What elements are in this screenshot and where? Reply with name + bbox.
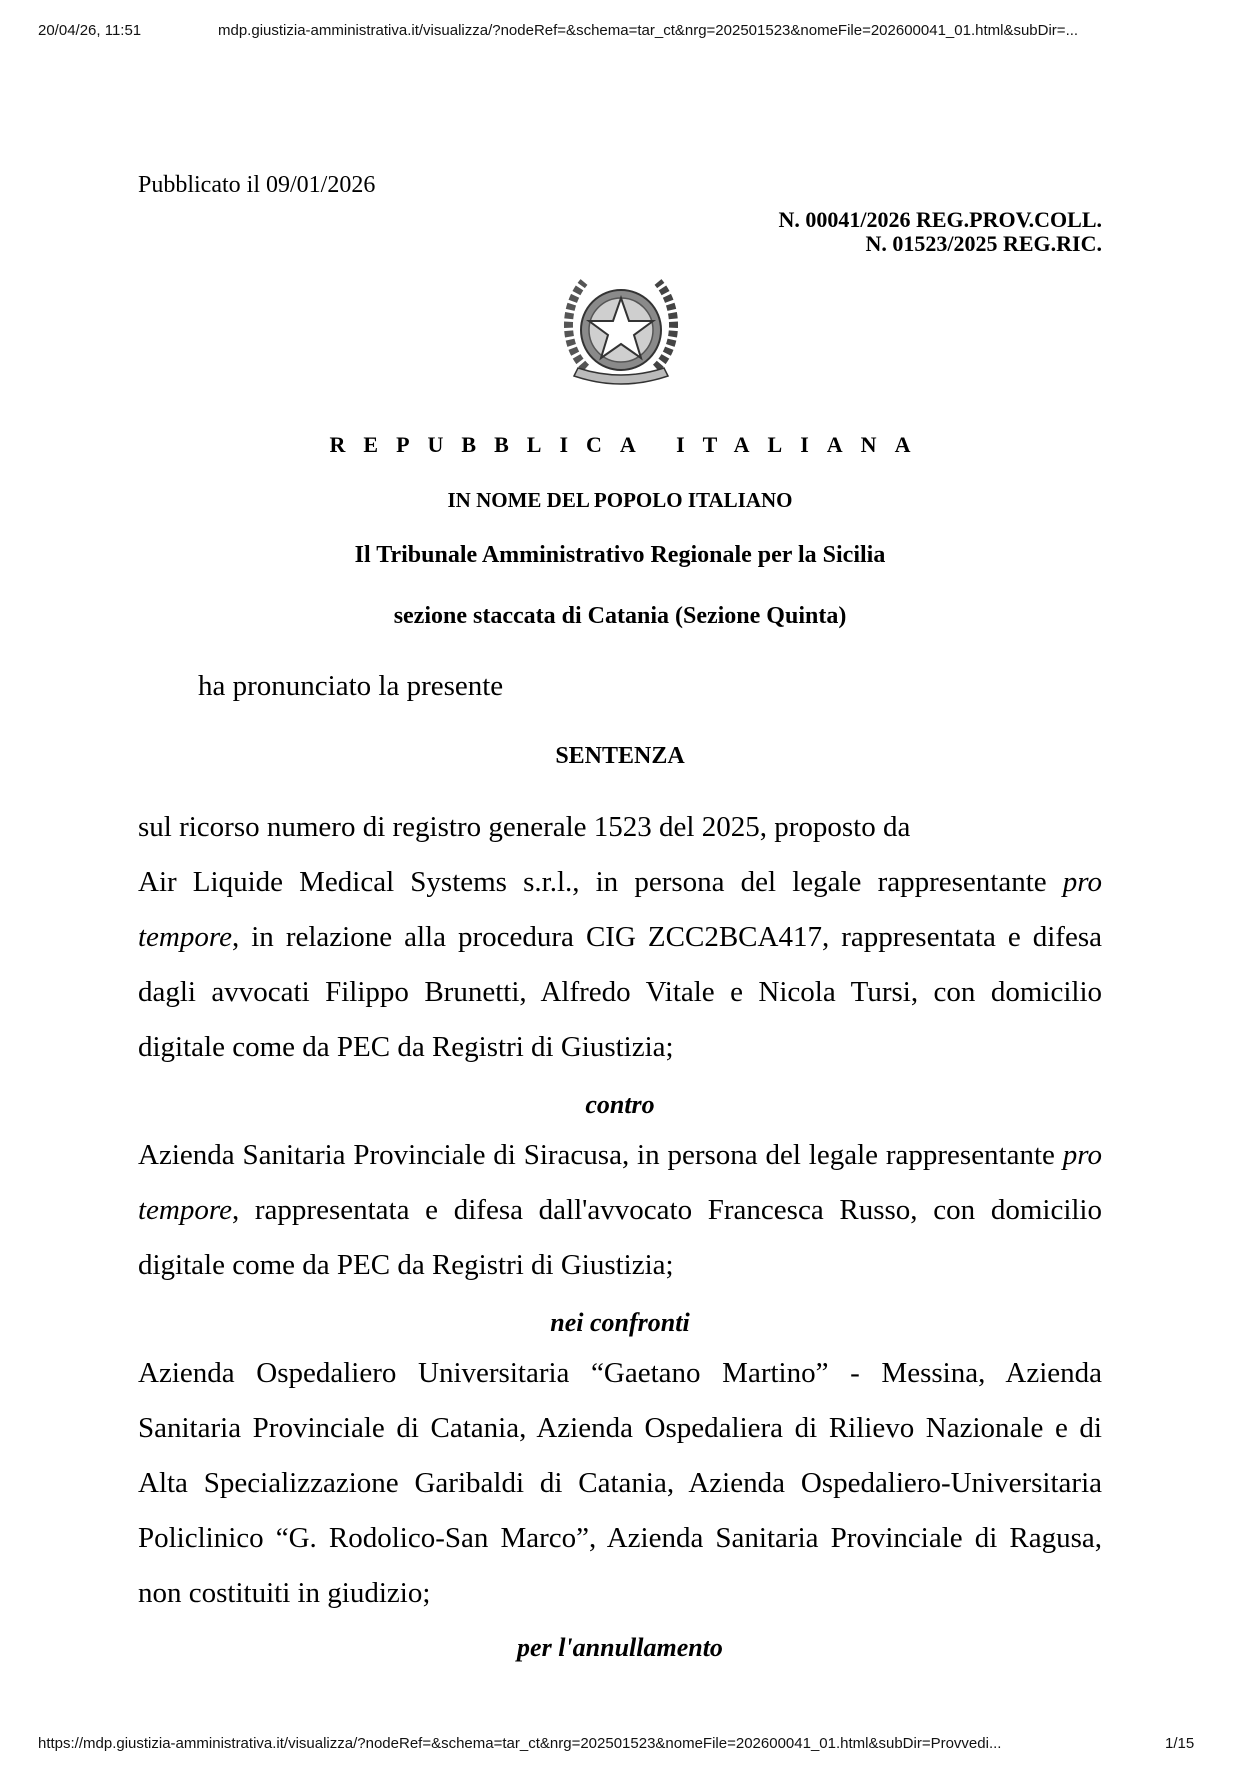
judgment-title: SENTENZA [555,743,685,769]
print-footer [0,1735,1240,1755]
court-section: sezione staccata di Catania (Sezione Quinta) [393,603,847,629]
contro-paragraph [138,1128,1102,1293]
in-nome-heading: IN NOME DEL POPOLO ITALIANO [447,488,793,512]
contro-text-a: Azienda Sanitaria Provinciale di Siracusa, in persona del legale rappresentante [138,1139,1063,1171]
print-datetime: 20/04/26, 11:51 [38,22,142,39]
print-url: https://mdp.giustizia-amministrativa.it/visualizza/?nodeRef=&schema=tar_ct&nrg=202501523&nomeFile=202600041_01.html&subDir=Provvedi... [38,1735,1002,1752]
reg-prov-coll: N. 00041/2026 REG.PROV.COLL. [778,207,1102,232]
ricorso-text-b: , in relazione alla procedura CIG ZCC2BCA417, rappresentata e difesa dagli avvocati Filippo Brunetti, Alfredo Vitale e Nicola Tursi, con domicilio digitale come da PEC da Registri di Giustizia; [138,921,1102,1063]
ricorso-paragraph [138,800,1102,1075]
page-indicator: 1/15 [1165,1735,1195,1752]
published-date: Pubblicato il 09/01/2026 [138,172,376,198]
section-heading-annullamento: per l'annullamento [517,1633,723,1662]
print-header [0,22,1240,42]
contro-text-b: , rappresentata e difesa dall'avvocato Francesca Russo, con domicilio digitale come da PEC da Registri di Giustizia; [138,1194,1102,1281]
section-heading-confronti: nei confronti [550,1308,690,1337]
court-name: Il Tribunale Amministrativo Regionale per la Sicilia [354,542,886,568]
ricorso-text [138,855,1102,1075]
ricorso-line1: sul ricorso numero di registro generale 1523 del 2025, proposto da [138,811,911,843]
ricorso-text-a: Air Liquide Medical Systems s.r.l., in persona del legale rappresentante [138,866,1063,898]
confronti-paragraph: Azienda Ospedaliero Universitaria “Gaetano Martino” - Messina, Azienda Sanitaria Provinciale di Catania, Azienda Ospedaliera di Rilievo Nazionale e di Alta Specializzazione Garibaldi di Catania, Azienda Ospedaliero-Universitaria Policlinico “G. Rodolico-San Marco”, Azienda Sanitaria Provinciale di Ragusa, non costituiti in giudizio; [138,1357,1102,1609]
section-heading-contro: contro [585,1090,655,1119]
republic-heading: REPUBBLICA ITALIANA [329,432,929,457]
emblem-of-italy-icon [556,268,686,398]
pronounced-line: ha pronunciato la presente [198,670,504,702]
print-page-title: mdp.giustizia-amministrativa.it/visualizza/?nodeRef=&schema=tar_ct&nrg=202501523&nomeFile=202600041_01.html&subDir=... [218,22,1079,39]
registry-numbers [778,208,1102,256]
ricorso-italic: pro tempore [138,866,1102,953]
reg-ric: N. 01523/2025 REG.RIC. [865,231,1102,256]
contro-italic: pro tempore [138,1139,1102,1226]
